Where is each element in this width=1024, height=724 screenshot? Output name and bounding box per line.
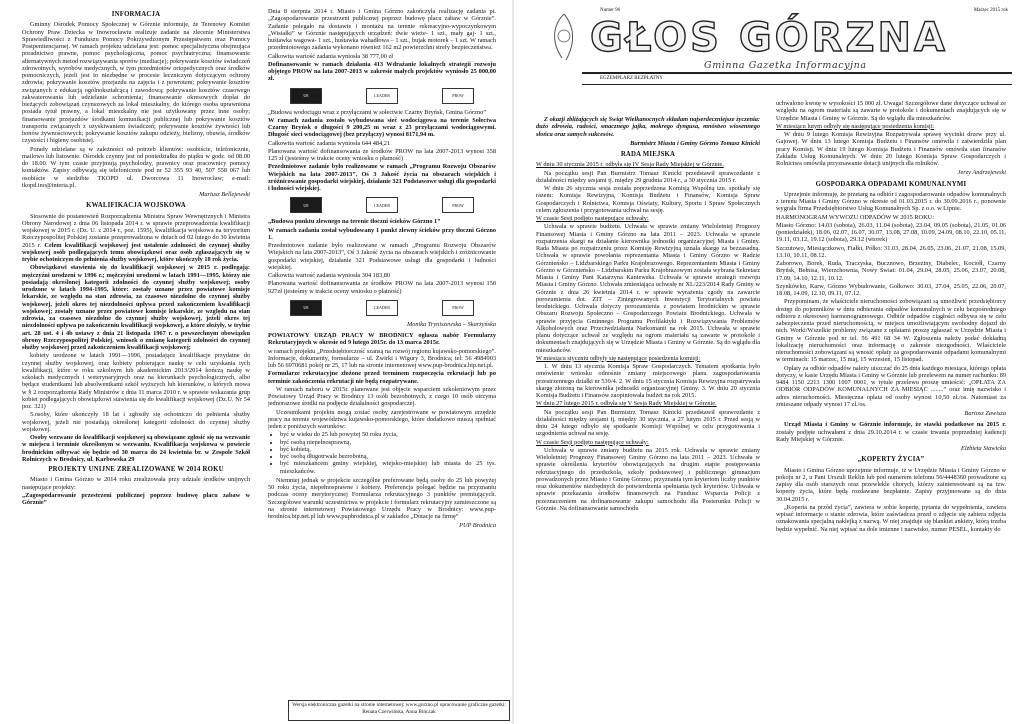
prow-logo: PROW: [442, 197, 474, 213]
masthead: [544, 0, 1014, 95]
waste-text-1: Uprzejmie informuję, że przetarg na odbiór i zagospodarowanie odpadów komunalnych z terenu Miasta i Gminy Górzno w okresie od 01.03.2015 r. do 30.09.2016 r., ponownie wygrała firma Przedsiębiorstwo Usług Komunalnych Sp. z o.o. w Lipnie.: [776, 190, 1006, 213]
eu-logos-row-1: [268, 87, 496, 105]
newspaper-title: GŁOS GÓRZNA: [590, 15, 948, 61]
kwalifikacja-bold: Osoby wezwane do kwalifikacji wojskowej są obowiązane zgłosić się na wezwanie w miejscu i terminie określonym w wezwaniu. Kwalifikacja wojskowa w powiecie brodnickim odbywać się będzie od 30 marca do 24 kwietnia br. w Zespole Szkół Rolniczych w Brodnicy, ul. Karbowska 29: [22, 434, 250, 463]
tax-notice: Urząd Miasta i Gminy w Górznie informuje, że stawki podatkowe na 2015 r. zostały podjęte uchwałami z dnia 29.10.2014 r. w czasie trwania poprzedniej kadencji Rady Miejskiej w Górznie.: [776, 421, 1006, 443]
koperty-text-2: „Koperta na przód życia”, zawiera w sobie kopertę, pytania do wypełnienia, zawiera wpisać informacje o stanie zdrowia, które zaświadcza przed o zdjęcie się zabiera zdjęcia oznakowania specjalną naklejką z nazwą. W niej znajduje się blankiet ankiety, którą trzeba będzie wypełnić. Na niej wpisać na dole imienne i nazwisko, numer PESEL, kontakty do: [776, 503, 1006, 533]
eu-logos-row-3: [268, 299, 496, 317]
newspaper-subtitle: Gminna Gazetka Informacyjna: [704, 60, 867, 71]
waste-signature: Bartosz Zawisza: [964, 410, 1006, 417]
leader-logo: LEADER: [366, 300, 398, 316]
easter-wishes: Z okazji zbliżających się Świąt Wielkanocnych składam najserdeczniejsze życzenia: dużo zdrowia, radości, smacznego jajka, mokrego dyngusa, mnóstwo wiosennego słońca oraz samych sukcesów.: [536, 116, 760, 138]
pup-bold: Formularze rekrutacyjne złożone przed terminem rozpoczęcia rekrutacji lub po terminie zakończenia rekrutacji nie będą rozpatrywane.: [268, 370, 496, 385]
tax-signature: Elżbieta Stawicka: [961, 445, 1006, 452]
sewage-program: Przedmiotowe zadanie było realizowane w ramach „Programu Rozwoju Obszarów Wiejskich na lata 2007-2013”, Oś 3 Jakość życia na obszarach wiejskich i zróżnicowanie gospodarki wiejskiej, działanie 321 Podstawowe usługi dla gospodarki i ludności wiejskiej.: [268, 242, 496, 271]
prow-logo: PROW: [442, 88, 474, 104]
water-value: Całkowita wartość zadania wyniosła 644 484,21: [268, 139, 391, 147]
kwalifikacja-text-2: Obowiązkowi stawienia się do kwalifikacji wojskowej w 2015 r. podlegają: mężczyźni urodzeni w 1996 r.; mężczyźni urodzeni w latach 1991—1995, którzy nie posiadają określonej kategorii zdolności do czynnej służby wojskowej; osoby urodzone w latach 1994-1995, które: zostały uznane przez powiatowe komisje lekarskie, ze względu na stan zdrowia, za czasowo niezdolne do czynnej służby wojskowej, jeżeli okres tej niezdolności upływa przed zakończeniem kwalifikacji wojskowej; zostały uznane przez powiatowe komisje lekarskie, ze względu na stan zdrowia, za czasowo niezdolne do czynnej służby wojskowej, jeżeli okres tej niezdolności upływa po zakończeniu kwalifikacji wojskowej, a które złożyły, w trybie art. 28 ust. 4 i 4b ustawy z dnia 21 listopada 1967 r. o powszechnym obowiązku obrony Rzeczypospolitej Polskiej, wniosek o zmianę kategorii zdolności do czynnej służby wojskowej przed zakończeniem kwalifikacji wojskowej;: [22, 264, 250, 351]
projekty-text: Miasto i Gmina Górzno w 2014 roku zrealizowała przy udziale środków unijnych następujące projekty:: [22, 476, 250, 491]
rada-text-3: Uchwała w sprawie budżetu. Uchwała w sprawie zmiany Wieloletniej Prognozy Finansowej Miasta i Gminy Górzno na lata 2011 – 2023. Uchwała w sprawie rozpatrzenia skargi na działanie kierownika jednostki organizacyjnej Miasta i Gminy. Rada Miasta po rozpatrzeniu przez Komisję Rewizyjną uznała skargę za bezzasadną. Uchwała w sprawie powołania reprezentanta Miasta i Gminy Górzno w Radzie Górznieńsko – Lidzbarskiego Parku Krajobrazowego. Reprezentantem Miasta i Gminy Górzno w Górznieńsko – Lidzbarskim Parku Krajobrazowym została wybrana Sekretarz Miasta i Gminy Pani Katarzyna Kaniewska. Uchwała w sprawie strategii rozwoju Miasta i Gminy Górzno. Uchwała zmieniająca uchwałę nr XL/223/2014 Rady Gminy w Górznie z dnia 26 kwietnia 2014 r. w sprawie wyrażenia zgody na zawarcie porozumienia dot. ZIT – Zintegrowanych Inwestycji Terytorialnych powiatu brodnickiego. Uchwała dotyczy porozumienia z powiatem brodnickim w sprawie Obszaru Rozwoju Społeczno – Gospodarczego Powiatu Brodnickiego. Uchwała w sprawie przyjęcia Gminnego Programu Profilaktyki i Rozwiązywania Problemów Alkoholowych oraz Przeciwdziałania Narkomanii na rok 2015. Uchwała w sprawie planu dotyczące uchwał ze względu na ogrom materiału są zawarte w protokole i dokumentach znajdujących się w Urzędzie Miasta i Gminy w Górznie. Są do wglądu dla mieszkańców.: [536, 223, 760, 354]
rada-resolutions-heading-2: W czasie Sesji podjęto następujące uchwały:: [536, 438, 649, 446]
waste-text-3: Opłaty za odbiór odpadów należy uiszczać do 25 dnia każdego miesiąca, którego opłata dotyczy, w kasie Urzędu Miasta i Gminy w Górznie lub przelewem na numer rachunku: 89 9484 1150 2213 1300 1007 0001, w tytule przelewu proszę umieścić: „OPŁATA ZA ODBIÓR ODPADÓW KOMUNALNYCH ZA MIESIĄC ........” oraz imię nazwisko i adres nieruchomości. Miesięczna opłata od osoby wynosi 10,50 zł./os. Natomiast za zmieszane odpady wynosi 17 zł./os.: [776, 364, 1006, 408]
pup-heading: POWIATOWY URZĄD PRACY W BRODNICY ogłasza nabór Formularzy Rekrutacyjnych w okresie od 9 lutego 2015r. do 13 marca 2015r.: [268, 332, 496, 347]
leader-logo: LEADER: [366, 88, 398, 104]
easter-wishes-signature: Burmistrz Miasta i Gminy Górzno Tomasz Kinicki: [630, 139, 760, 147]
masthead-rule: [582, 72, 1012, 74]
info-text-2: Porady udzielane są w zależności od potrzeb klientów: osobiście, telefonicznie, mailowo lub listownie. Ośrodek czynny jest od poniedziałku do piątku w godz. od 08.00 do 18.00. W tym czasie przyjmują psycholodzy, prawnicy oraz pracownicy pomocy kontaktów. Zapisy odbywają się telefonicznie pod nr 52 355 93 40, 507 558 067 lub osobiście w siedzibie TKOPD ul. Dworcowa 11 Inowrocław; e-mail: tkopd.ino@interia.pl.: [22, 145, 250, 189]
ornament-icon: [544, 10, 584, 70]
rada-signature: Jerzy Andrzejewski: [957, 169, 1006, 177]
february-committees: W dniu 9 lutego Komisja Rewizyjna Rozpatrywała sprawę wycinki drzew przy ul. Gajowej. W dniu 13 lutego Komisja Budżetu i Finansów omówiła i zatwierdziła plan pracy Komisji. W dniu 19 lutego Komisja Budżetu i Finansów omówiła stan finansów Zakładu Usług Komunalnych. W dniu 20 lutego Komisja Spraw Gospodarczych i Rolnictwa omówiła przyznawanie dotacji unijnych dla rolników.: [776, 131, 1006, 167]
february-committees-heading: W miesiącu lutym odbyły się następujące posiedzenia komisji:: [776, 122, 935, 130]
waste-schedule-szczutowo: Szczutowo, Miesiączkowo, Fiałki, Półko: 31.03, 28.04, 26.05, 23.06, 21.07, 21.08, 15.09, 13.10, 10.11, 08.12.: [776, 244, 1006, 259]
waste-heading: GOSPODARKA ODPADAMI KOMUNALNYMI: [815, 180, 967, 188]
issue-number: Numer 96: [600, 8, 621, 13]
projects-signature: Monika Tryniszewska – Skarżyńska: [406, 320, 496, 328]
rada-continued: uchwalono kwotę w wysokości 15 000 zł. Uwaga! Szczegółowe dane dotyczące uchwał ze względu na ogrom materiału są zawarte w protokole i dokumentach znajdujących się w Urzędzie Miasta i Gminy w Górznie. Są do wglądu dla mieszkańców.: [776, 100, 1006, 122]
water-title: „Budowa wodociągu wraz z przyłączami w sołectwie Czarny Bryńsk, Gmina Górzno”: [268, 108, 487, 116]
info-heading: INFORMACJA: [111, 11, 161, 18]
kwalifikacja-heading: KWALIFIKACJA WOJSKOWA: [86, 202, 186, 210]
free-copy-note: EGZEMPLARZ BEZPŁATNY: [600, 76, 663, 81]
waste-schedule-title: HARMONOGRAM WYWOZU ODPADÓW W 2015 ROKU:: [776, 213, 934, 221]
sewage-value: Całkowita wartość zadania wyniosła 304 183,80: [268, 272, 391, 279]
water-bold: W ramach zadania zostało wybudowana sieć wodociągowa na terenie Sołectwa Czarny Bryńsk o długości 9 200,25 m wraz z 23 przyłączami wodociągowymi. Długość sieci wodociągowej (bez przyłączy) wynosi 8171,94 m.: [268, 116, 496, 139]
rada-text-5: Na początku sesji Pan Burmistrz Tomasz Kinicki przedstawił sprawozdanie z działalności między sesjami tj. między 30 stycznia, a 27 lutym 2015 r. Przed sesją w dniu 24 lutego odbyło się spotkanie Komisji Wspólnej w celu przygotowania i uzgodnienia uchwał na sesję.: [536, 408, 760, 438]
rada-text-4: 1. W dniu 13 stycznia Komisja Spraw Gospodarczych. Tematem spotkania było omówienie wniosku odnośnie zmiany miejscowego planu zagospodarowania przestrzennego działki nr 539/4. 2. W dniu 15 stycznia Komisja Rewizyjna rozpatrywała skargę złożoną na kierownika jednostki organizacyjnej Gminy. 3. W dniu 20 stycznia Komisja Budżetu i Finansów zaopiniowała budżet na rok 2015.: [536, 363, 760, 399]
playground-text: Dnia 8 sierpnia 2014 r. Miasto i Gmina Górzno zakończyła realizację zadania pt. „Zagospodarowanie przestrzeni publicznej poprzez budowę placu zabaw w Górznie”. Zadanie polegało na dostawie i montażu na terenie rekreacyjno-wypoczynkowym „Wisiałki” w Górznie następujących urządzeń: dwie wieże- 1 szt., mały gaj- 1 szt., huśtawka wagowa- 1 szt., huśtawka wahadłowa – 1 szt., bujak motorek – 1 szt. W ramach przedmiotowego zadania wykonano również 162 m2 powierzchni strefy bezpieczeństwa.: [268, 8, 496, 52]
water-funding: Planowana wartość dofinansowania ze środków PROW na lata 2007-2013 wynosi 358 125 zł (jesteśmy w trakcie oceny wniosku o płatność): [268, 147, 496, 162]
eu-logos-row-2: [268, 196, 496, 214]
waste-schedule-zaborowo: Zaborowo, Borek, Ruda, Traczyska, Bucznowo, Brzeziny, Diabelec, Kociołł, Czarny Bryńsk, Bełnisa, Wierzchownia, Nowy Świat: 01.04, 29.04, 28.05, 25.06, 23.07, 20.08, 17.09, 14.10, 12.11, 10.12.: [776, 260, 1006, 282]
waste-text-2: Przypominam, że właściciele nieruchomości zobowiązani są umożliwić przedsiębiorcy dostęp do pojemników w dniu odbierania odpadów komunalnych w celu bezpośredniego odbioru z okresowej harmonogramowego. Odbiór odpadów ciągłości odbywa się w celu zabezpieczenia przed nieruchomością, w miejscu umożliwiającym swobodny dojazd do nich. Worki/Wszelkie problemy związane z opłatami proszę zgłaszać w Urzędzie Miasta i Gminy w Górznie pod nr tel. 56 491 68 34 W. Zgłoszenia należy podać dokładną lokalizację nieruchomości oraz informację o zakresie niezgodności. Właściciele nieruchomości zobowiązani są wnosić opłaty za gospodarowanie odpadami komunalnymi w terminach: 15 marzec, 15 maj, 15 wrzesień, 15 listopad.: [776, 298, 1006, 364]
list-item: • być osobą niepełnosprawną,: [280, 439, 496, 446]
pup-conditions-list: [280, 431, 496, 475]
rada-text-2: W dniu 26 stycznia sesja została poprzedzona Komisją Wspólną tzn. spotkały się razem: Komisja Rewizyjna, Komisja Budżetu i Finansów, Komisja Spraw Gospodarczych i Rolnictwa, Komisja Oświaty, Kultury, Sportu i Spraw Społecznych celem zgłoszenia i przygotowania uchwał na sesję.: [536, 185, 760, 214]
koperty-heading: „KOPERTY ŻYCIA”: [857, 456, 925, 464]
leader-logo: LEADER: [366, 197, 398, 213]
list-item: • być w wieku do 25 lub powyżej 50 roku życia,: [280, 431, 496, 438]
list-item: • być mieszkańcem gminy wiejskiej, wiejsko-miejskiej lub miasta do 25 tys. mieszkańców.: [280, 460, 496, 475]
rada-committees-heading: W miesiącu styczniu odbyły się następujące posiedzenia komisji:: [536, 354, 701, 362]
eu-flag-logo: UE: [290, 300, 322, 316]
rada-text-1: Na początku sesji Pan Burmistrz Tomasz Kinicki przedstawił sprawozdanie z działalności między sesjami tj. między 29 grudnia 2014 r., a 30 stycznia 2015 r.: [536, 169, 760, 184]
list-item: • być osobą długotrwale bezrobotną,: [280, 453, 496, 460]
sewage-bold: W ramach zadania został wybudowany 1 punkt zlewny ścieków przy tłoczni Górzno 1.: [268, 226, 496, 241]
right-page: [514, 0, 1024, 724]
rada-text-6: Uchwała w sprawie zmiany budżetu na 2015 rok. Uchwała w sprawie zmiany Wieloletniej Prognozy Finansowej Gminy Górzno na lata 2011 – 2023. Uchwała w sprawie określenia kryteriów obowiązujących na drugim etapie postępowania rekrutacyjnego do przedszkola, szkoły podstawowej i publicznego gimnazjum prowadzonych przez Miasto i Gminę Górzno; przyznania tym kryteriom liczby punktów oraz dokumentów niezbędnych do potwierdzenia spełniania tych kryteriów. Uchwała w sprawie przekazania środków finansowych na Fundusz Wsparcia Policji z przeznaczeniem na dofinansowanie zakupu samochodu dla Posterunku Policji w Górznie. Na dofinansowanie samochodu: [536, 446, 760, 512]
left-column-1: [22, 8, 250, 720]
rada-session-1: W dniu 30 stycznia 2015 r. odbyła się IV Sesja Rady Miejskiej w Górznie.: [536, 161, 724, 169]
rada-resolutions-heading: W czasie Sesji podjęto następujące uchwały:: [536, 215, 649, 222]
list-item: • być kobietą,: [280, 446, 496, 453]
prow-logo: PROW: [442, 300, 474, 316]
rada-heading: RADA MIEJSKA: [620, 151, 676, 158]
waste-schedule-szynkowko: Szynkówko, Karw, Górzno Wybudowanie, Gołkowo: 30.03, 27.04, 25.05, 22.06, 20.07, 18.08, 14.09, 12.10, 09.11, 07.12.: [776, 282, 1006, 297]
left-column-2: [268, 8, 496, 698]
issue-date: Marzec 2015 rok: [973, 8, 1008, 13]
pup-signature: PUP Brodnica: [459, 522, 496, 530]
projekty-heading: PROJEKTY UNIJNE ZREALIZOWANE W 2014 ROKU: [48, 466, 224, 473]
sewage-title: „Budowa punktu zlewnego na terenie tłoczni ścieków Górzno 1”: [268, 218, 441, 226]
kwalifikacja-text-4: 5.osoby, które ukończyły 18 lat i zgłosiły się ochotniczo do pełnienia służby wojskowej, jeżeli nie posiadają określonej kategorii zdolności do czynnej służby wojskowej.: [22, 411, 250, 433]
kwalifikacja-text: Stosownie do postanowień Rozporządzenia Ministra Spraw Wewnętrznych i Ministra Obrony Narodowej z dnia 06 listopada 2014 r. w sprawie przeprowadzenia kwalifikacji wojskowej w 2015 r. (Dz. U. z 2014 r., poz. 1595), kwalifikacja wojskowa na terytorium Rzeczypospolitej Polskiej zostanie przeprowadzona w dniach od 02 lutego do 30 kwietnia 2015 r. Celem kwalifikacji wojskowej jest ustalenie zdolności do czynnej służby wojskowej osób podlegających temu obowiązkowi oraz osób zgłaszających się w trybie ochotniczym do pełnienia służby wojskowej, które ukończyły 18 rok życia.: [22, 212, 250, 263]
masthead-rule-2: [582, 84, 1012, 85]
rada-session-2: W dniu 27 lutego 2015 r. odbyła się V Sesja Rady Miejskiej w Górznie.: [536, 400, 717, 408]
pup-text-3: Uczestnikami projektu mogą zostać osoby zarejestrowane w powiatowym urzędzie pracy na terenie województwa kujawsko-pomorskiego, które dodatkowo muszą spełniać jeden z poniższych warunków:: [268, 408, 496, 430]
eu-flag-logo: UE: [290, 197, 322, 213]
info-text: Gminny Ośrodek Pomocy Społecznej w Górznie informuje, że Terenowy Komitet Ochrony Praw Dziecka w Inowrocławiu realizuje zadanie na zlecenie Ministerstwa Sprawiedliwości z Funduszu Pomocy Pokrzywdzonym Przestępstwem oraz Pomocy Postpenitencjarnej. W ramach projektu udzielana jest: pomoc specjalistyczna obejmująca poradnictwo prawne, pomoc psychologiczna, pomoc psychiatryczna; finansowanie alternatywnych metod rozwiązywania sporów (mediacje); pokrywanie kosztów świadczeń zdrowotnych, wyrobów medycznych, w tym przedmiotów ortopedycznych oraz środków pomocniczych, jeżeli jest to niezbędne w procesie leczniczym dotyczącym ochrony zdrowia; pokrywanie kosztów przejazdu na zajęcia i z powrotem; pokrywanie kosztów związanych z edukacją ogólnokształcącą i zawodową; pokrywanie kosztów czasowego zakwaterowania lub udzielanie schronienia; finansowanie okresowych dopłat do bieżących zobowiązań czynszowych za lokal mieszkalny, do którego osoba uprawniona posiada tytuł prawny, a lokal mieszkalny nie jest użytkowany przez inne osoby; finansowanie przejazdów środkami komunikacji publicznej lub pokrywanie kosztów transportu związanych z uzyskiwaniem świadczeń; pokrywanie kosztów żywności lub bonów żywnościowych; pokrywanie kosztów zakupu odzieży, bielizny, obuwia, środków czystości i higieny osobistej.: [22, 21, 250, 145]
pup-text-2: W ramach naboru w 2015r. planowane jest objęcie wsparciem szkoleniowym przez Powiatowy Urząd Pracy w Brodnicy 13 osób bezrobotnych, z czego 10 osób otrzyma jednorazowe środki na podjęcie działalności gospodarczej.: [268, 385, 496, 408]
pup-text-4: Niemniej jednak w projekcie szczególne preferowane będą osoby do 25 lub powyżej 50 roku życia, niepełnosprawne i kobiety. Preferencja polegać będzie na przyznaniu podczas oceny merytorycznej Formularza rekrutacyjnego 3 punktów premiujących. Szczegółowe warunki uczestnictwa w projekcie i formularz rekrutacyjny zamieszczone są na stronie internetowej Powiatowego Urzędu Pracy w Brodnicy: www.pup-brodnica.bip.net.pl lub www.pupbrodnica.pl w zakładce „Dotacje na firmę”: [268, 476, 496, 520]
projekty-bold: „Zagospodarowanie przestrzeni publicznej poprzez budowę placu zabaw w Górznie”: [22, 491, 250, 506]
waste-schedule-gorzno: Miasto Górzno: 14.03 (sobota), 26.03, 11.04 (sobota), 23.04, 09.05 (sobota), 21.05, 01.06 (poniedziałek), 18.06, 02.07, 16.07, 30.07, 13.08, 27.08, 10.09, 24.09, 08.10, 22.10, 05.11, 19.11, 03.12, 19.12 (sobota), 29.12 (wtorek): [776, 221, 1006, 244]
right-column-2: [776, 100, 1006, 720]
electronic-version-box: Wersja elektroniczna gazetki na stronie internetowej: www.gorzno.pl opracowanie graficzne gazetki: Renata Czerwińska, Anna Bińczak: [288, 700, 510, 721]
eu-flag-logo: UE: [290, 88, 322, 104]
info-signature: Mariusz Bellejewski: [199, 191, 250, 198]
kwalifikacja-text-3: kobiety urodzone w latach 1991—1996, posiadające kwalifikacje przydatne do czynnej służby wojskowej, oraz kobiety pobierające naukę w celu uzyskania tych kwalifikacji, które w roku szkolnym lub akademickim 2013/2014 kończą naukę w szkołach medycznych i weterynaryjnych oraz na kierunkach psychologicznych, albo będące studentkami lub absolwentkami szkół wyższych lub kierunków, o których mowa w § 2 rozporządzenia Rady Ministrów z dnia 11 marca 2010 r. w sprawie wskazania grup kobiet podlegających obowiązkowi stawienia się do kwalifikacji wojskowej (Dz.U. Nr 54 poz. 321): [22, 352, 250, 410]
koperty-text-1: Miasto i Gmina Górzno uprzejmie informuje, iż w Urzędzie Miasta i Gminy Górzno w pokoju nr 2, u Pani Urszuli Reklin lub pod numerem telefonu 56/4448360 prowadzone są zapisy dla osób starszych oraz przewlekle chorych, którzy zainteresowani są na tzw. koperty życia, które będą rozdawane bezpłatnie. Zapisy przyjmowane są do dnia 30.04.2015 r.: [776, 466, 1006, 503]
sewage-funding: Planowana wartość dofinansowania ze środków PROW na lata 2007-2013 wynosi 150 927zł (jesteśmy w trakcie oceny wniosku o płatność): [268, 280, 496, 295]
pup-text: w ramach projektu „Przedsiębiorczość szansą na rozwój regionu kujawsko-pomorskiego”. Informacje, dokumenty, formularze – ul. Żwirki i Wigury 3, Brodnica; tel: 56 4984903 lub 56 6970681 pokój nr 25, 17 lub na stronie internetowej www.pup-brodnica.bip.net.pl.: [268, 347, 496, 369]
right-column-1: [536, 116, 760, 720]
playground-value: Całkowita wartość zadania wyniosła 38 777,00 zł: [268, 52, 394, 60]
water-program: Przedmiotowe zadanie było realizowane w ramach „Programu Rozwoju Obszarów Wiejskich na lata 2007-2013”, Oś 3 Jakość życia na obszarach wiejskich i zróżnicowanie gospodarki wiejskiej, działanie 321 Podstawowe usługi dla gospodarki i ludności wiejskiej.: [268, 163, 496, 192]
playground-funding: Dofinansowanie w ramach działania 413 Wdrażanie lokalnych strategii rozwoju objętego PROW na lata 2007-2013 w zakresie małych projektów wyniosło 25 000,00 zł.: [268, 60, 496, 83]
